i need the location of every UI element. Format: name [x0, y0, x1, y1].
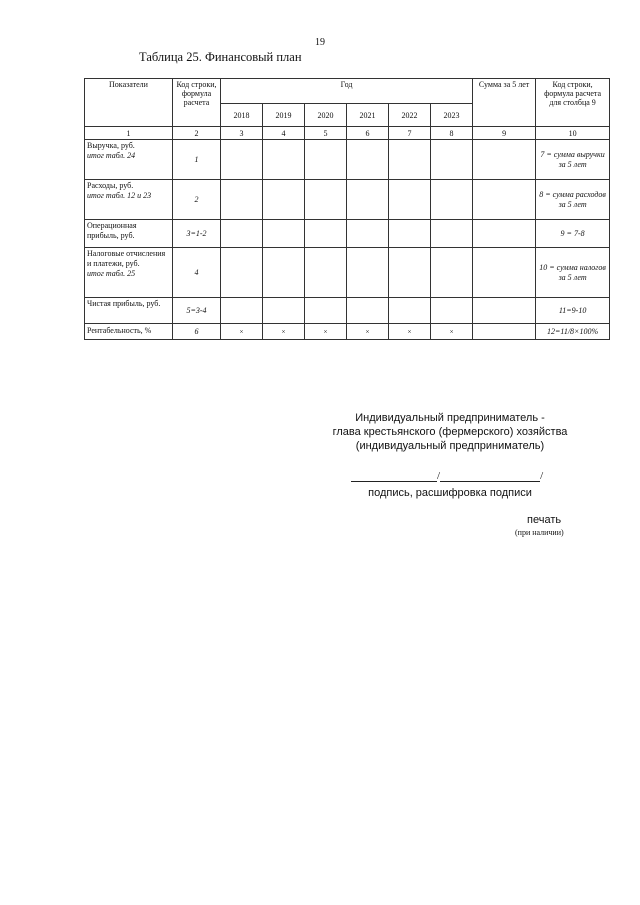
table-title: Таблица 25. Финансовый план: [139, 50, 302, 64]
cell-empty: [389, 180, 431, 220]
row-formula: 12=11/8×100%: [536, 324, 610, 340]
row-formula: 9 = 7-8: [536, 220, 610, 248]
row-label: Выручка, руб.: [87, 141, 135, 150]
year-2021: 2021: [347, 104, 389, 127]
table-row: [85, 220, 610, 248]
stamp-label: печать: [527, 514, 562, 526]
year-2019: 2019: [263, 104, 305, 127]
cell-empty: [347, 248, 389, 298]
cell-empty: [389, 220, 431, 248]
cell-empty: [473, 298, 536, 324]
row-code: 4: [173, 248, 221, 298]
signature-separator: /: [437, 470, 441, 482]
signature-caption: подпись, расшифровка подписи: [368, 487, 532, 499]
page-number: 19: [315, 37, 325, 48]
cell-empty: [263, 220, 305, 248]
not-applicable-mark: ×: [263, 324, 305, 340]
cell-empty: [431, 298, 473, 324]
row-code: 2: [173, 180, 221, 220]
signature-blank: [351, 470, 437, 482]
header-indicators: Показатели: [85, 79, 173, 127]
year-2020: 2020: [305, 104, 347, 127]
year-2023: 2023: [431, 104, 473, 127]
cell-empty: [389, 140, 431, 180]
row-formula: 11=9-10: [536, 298, 610, 324]
cell-empty: [263, 298, 305, 324]
row-label: Расходы, руб.: [87, 181, 134, 190]
col-num-10: 10: [536, 127, 610, 140]
cell-empty: [305, 180, 347, 220]
cell-empty: [473, 220, 536, 248]
row-code: 1: [173, 140, 221, 180]
cell-empty: [263, 248, 305, 298]
row-label: Чистая прибыль, руб.: [87, 299, 161, 308]
cell-empty: [347, 298, 389, 324]
signatory-title-line-1: Индивидуальный предприниматель -: [355, 412, 545, 424]
year-2018: 2018: [221, 104, 263, 127]
col-num-3: 3: [221, 127, 263, 140]
cell-empty: [263, 180, 305, 220]
col-num-5: 5: [305, 127, 347, 140]
col-num-7: 7: [389, 127, 431, 140]
cell-empty: [305, 140, 347, 180]
row-label: Налоговые отчисления и платежи, руб.: [87, 249, 166, 268]
cell-empty: [389, 248, 431, 298]
name-blank: [440, 470, 540, 482]
row-code: 6: [173, 324, 221, 340]
cell-empty: [431, 248, 473, 298]
table-row: [85, 248, 610, 298]
year-2022: 2022: [389, 104, 431, 127]
col-num-2: 2: [173, 127, 221, 140]
cell-empty: [221, 220, 263, 248]
header-sum-5-years: Сумма за 5 лет: [473, 79, 536, 127]
col-num-1: 1: [85, 127, 173, 140]
row-label: Рентабельность, %: [85, 324, 173, 340]
row-code: 5=3-4: [173, 298, 221, 324]
col-num-9: 9: [473, 127, 536, 140]
table-row: [85, 140, 610, 180]
signature-separator-end: /: [540, 470, 544, 482]
cell-empty: [347, 220, 389, 248]
cell-empty: [305, 298, 347, 324]
row-label: Операционная прибыль, руб.: [87, 221, 137, 240]
cell-empty: [473, 324, 536, 340]
row-source: итог табл. 24: [87, 151, 136, 160]
row-source: итог табл. 12 и 23: [87, 191, 152, 200]
stamp-note: (при наличии): [515, 528, 564, 537]
col-num-8: 8: [431, 127, 473, 140]
cell-empty: [305, 220, 347, 248]
cell-empty: [431, 140, 473, 180]
cell-empty: [305, 248, 347, 298]
row-formula: 7 = сумма выручки за 5 лет: [536, 140, 610, 180]
header-year: Год: [221, 79, 473, 104]
cell-empty: [473, 248, 536, 298]
cell-empty: [221, 298, 263, 324]
row-source: итог табл. 25: [87, 269, 136, 278]
cell-empty: [221, 248, 263, 298]
row-formula: 8 = сумма расходов за 5 лет: [536, 180, 610, 220]
header-col9-code: Код строки, формула расчета для столбца 9: [536, 79, 610, 127]
not-applicable-mark: ×: [347, 324, 389, 340]
not-applicable-mark: ×: [221, 324, 263, 340]
row-formula: 10 = сумма налогов за 5 лет: [536, 248, 610, 298]
cell-empty: [473, 180, 536, 220]
signature-field: [351, 470, 543, 482]
cell-empty: [473, 140, 536, 180]
signatory-title-line-3: (индивидуальный предприниматель): [355, 440, 545, 452]
cell-empty: [431, 180, 473, 220]
cell-empty: [221, 180, 263, 220]
cell-empty: [347, 140, 389, 180]
table-row-profitability: [85, 324, 610, 340]
col-num-4: 4: [263, 127, 305, 140]
row-code: 3=1-2: [173, 220, 221, 248]
not-applicable-mark: ×: [305, 324, 347, 340]
col-num-6: 6: [347, 127, 389, 140]
cell-empty: [263, 140, 305, 180]
signatory-block: [310, 411, 590, 453]
cell-empty: [389, 298, 431, 324]
column-number-row: [85, 127, 610, 140]
cell-empty: [221, 140, 263, 180]
signatory-title-line-2: глава крестьянского (фермерского) хозяйства: [332, 426, 568, 438]
cell-empty: [431, 220, 473, 248]
financial-plan-table: [84, 78, 610, 340]
not-applicable-mark: ×: [431, 324, 473, 340]
header-row-code: Код строки, формула расчета: [173, 79, 221, 127]
table-row: [85, 298, 610, 324]
cell-empty: [347, 180, 389, 220]
not-applicable-mark: ×: [389, 324, 431, 340]
table-row: [85, 180, 610, 220]
